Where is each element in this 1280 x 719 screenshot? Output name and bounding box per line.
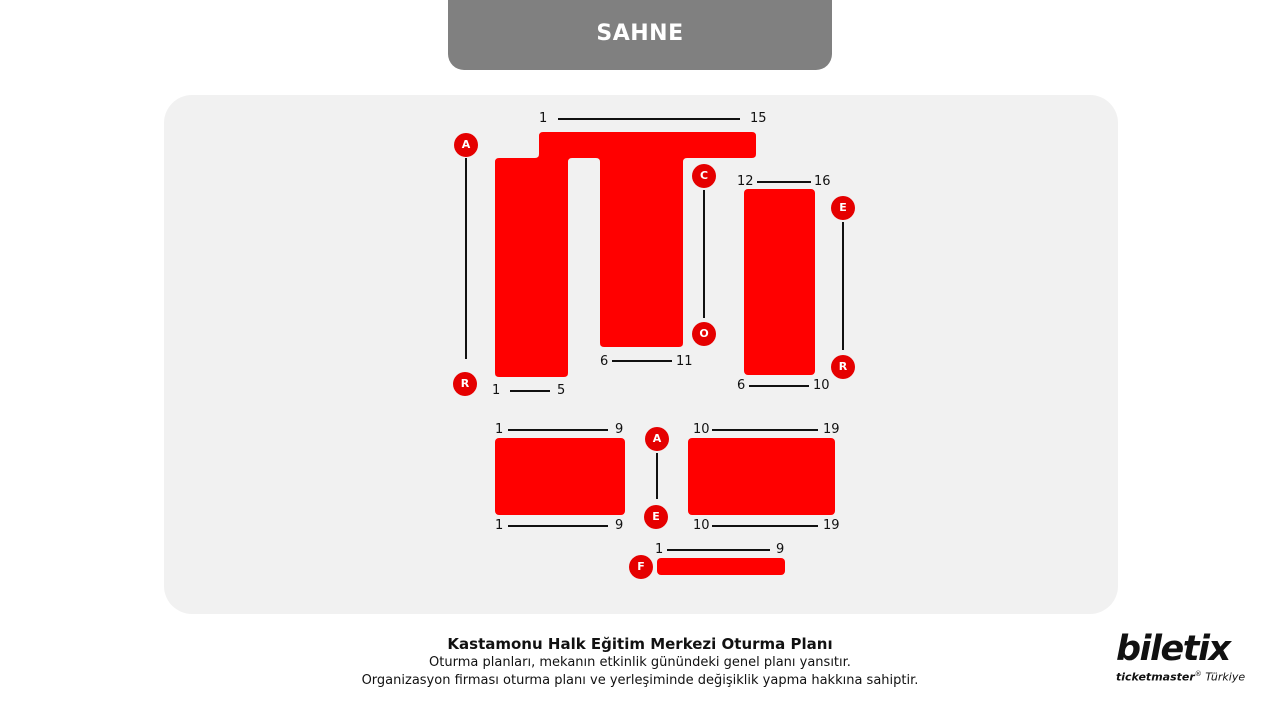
lower-right-top-left-number: 10 <box>693 422 710 437</box>
seat-block-right[interactable] <box>744 189 815 375</box>
row-badge-lower-start: A <box>645 427 669 451</box>
logo-subline <box>1116 668 1256 684</box>
top-left-number: 1 <box>539 111 548 126</box>
logo-sub-brand: ticketmaster <box>1116 670 1195 684</box>
right-top-left-number: 12 <box>737 174 754 189</box>
right-row-line <box>842 222 844 350</box>
lower-right-top-right-number: 19 <box>823 422 840 437</box>
row-badge-left-end: R <box>453 372 477 396</box>
top-number-line <box>558 118 740 120</box>
center-row-line <box>703 190 705 318</box>
stage: SAHNE <box>448 0 832 70</box>
left-bottom-left-number: 1 <box>492 383 501 398</box>
lower-left-bottom-right-number: 9 <box>615 518 624 533</box>
last-row-right-number: 9 <box>776 542 785 557</box>
right-bottom-number-line <box>749 385 809 387</box>
seat-block-main-shape <box>495 132 756 377</box>
row-badge-last: F <box>629 555 653 579</box>
registered-mark-icon: ® <box>1194 670 1202 678</box>
footer <box>300 634 980 690</box>
row-badge-center-start: C <box>692 164 716 188</box>
right-bottom-left-number: 6 <box>737 378 746 393</box>
footer-note-1: Oturma planları, mekanın etkinlik günündeki genel planı yansıtır. <box>429 655 851 670</box>
seat-block-last-row[interactable] <box>657 558 785 575</box>
lower-left-top-right-number: 9 <box>615 422 624 437</box>
biletix-logo[interactable] <box>1116 628 1256 684</box>
top-right-number: 15 <box>750 111 767 126</box>
lower-left-bottom-left-number: 1 <box>495 518 504 533</box>
center-number-line <box>612 360 672 362</box>
row-badge-lower-end: E <box>644 505 668 529</box>
left-bottom-right-number: 5 <box>557 383 566 398</box>
lower-row-line <box>656 453 658 499</box>
left-number-line <box>510 390 550 392</box>
lower-right-bottom-line <box>712 525 818 527</box>
lower-left-bottom-line <box>508 525 608 527</box>
row-badge-center-end: O <box>692 322 716 346</box>
right-top-right-number: 16 <box>814 174 831 189</box>
center-bottom-left-number: 6 <box>600 354 609 369</box>
right-top-number-line <box>757 181 811 183</box>
logo-sub-region: Türkiye <box>1205 670 1246 684</box>
logo-wordmark: biletix <box>1116 629 1230 669</box>
footer-note-2: Organizasyon firması oturma planı ve yerleşiminde değişiklik yapma hakkına sahiptir. <box>361 673 919 688</box>
row-badge-right-end: R <box>831 355 855 379</box>
row-badge-left-start: A <box>454 133 478 157</box>
lower-left-top-line <box>508 429 608 431</box>
lower-right-top-line <box>712 429 818 431</box>
right-bottom-right-number: 10 <box>813 378 830 393</box>
row-badge-right-start: E <box>831 196 855 220</box>
lower-left-top-left-number: 1 <box>495 422 504 437</box>
seat-block-lower-left[interactable] <box>495 438 625 515</box>
venue-title: Kastamonu Halk Eğitim Merkezi Oturma Planı <box>447 635 833 653</box>
lower-right-bottom-left-number: 10 <box>693 518 710 533</box>
last-row-left-number: 1 <box>655 542 664 557</box>
seat-block-lower-right[interactable] <box>688 438 835 515</box>
lower-right-bottom-right-number: 19 <box>823 518 840 533</box>
left-row-line <box>465 158 467 359</box>
last-row-line <box>667 549 770 551</box>
center-bottom-right-number: 11 <box>676 354 693 369</box>
